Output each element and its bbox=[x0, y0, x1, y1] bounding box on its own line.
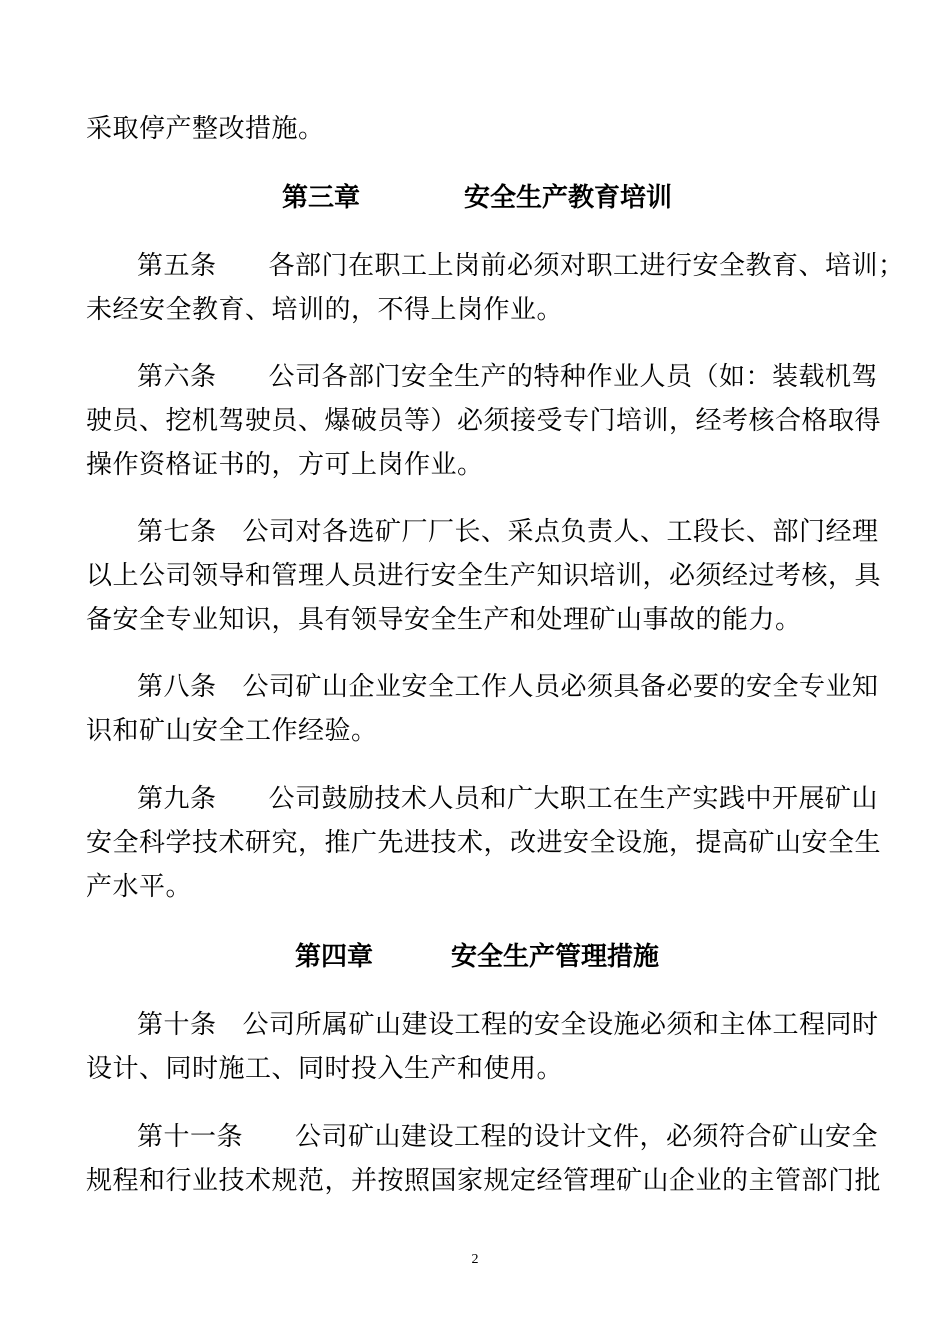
article-text: 公司各部门安全生产的特种作业人员（如：装载机驾 bbox=[268, 362, 879, 392]
article-text: 公司矿山建设工程的设计文件，必须符合矿山安全 bbox=[295, 1122, 879, 1152]
article-line bbox=[137, 1120, 879, 1154]
article-line bbox=[137, 1008, 879, 1042]
article-line bbox=[137, 515, 879, 549]
article-text: 公司所属矿山建设工程的安全设施必须和主体工程同时 bbox=[242, 1010, 879, 1040]
paragraph-line: 驶员、挖机驾驶员、爆破员等）必须接受专门培训，经考核合格取得 bbox=[86, 406, 882, 436]
chapter-number: 第四章 bbox=[295, 942, 374, 972]
article-text: 公司鼓励技术人员和广大职工在生产实践中开展矿山 bbox=[268, 784, 879, 814]
page-number: 2 bbox=[471, 1252, 479, 1267]
paragraph-line: 采取停产整改措施。 bbox=[86, 114, 325, 144]
article-number: 第七条 bbox=[137, 517, 217, 547]
article-text: 公司矿山企业安全工作人员必须具备必要的安全专业知 bbox=[242, 672, 879, 702]
article-line bbox=[137, 782, 879, 816]
paragraph-line: 规程和行业技术规范，并按照国家规定经管理矿山企业的主管部门批 bbox=[86, 1166, 882, 1196]
chapter-title: 安全生产教育培训 bbox=[464, 183, 673, 213]
article-number: 第六条 bbox=[137, 362, 217, 392]
article-number: 第九条 bbox=[137, 784, 217, 814]
paragraph-line: 设计、同时施工、同时投入生产和使用。 bbox=[86, 1054, 564, 1084]
paragraph-line: 备安全专业知识，具有领导安全生产和处理矿山事故的能力。 bbox=[86, 605, 802, 635]
article-number: 第五条 bbox=[137, 251, 217, 281]
paragraph-line: 操作资格证书的，方可上岗作业。 bbox=[86, 450, 484, 480]
article-number: 第八条 bbox=[137, 672, 217, 702]
chapter-title: 安全生产管理措施 bbox=[451, 942, 660, 972]
article-number: 第十一条 bbox=[137, 1122, 244, 1152]
article-line bbox=[137, 670, 879, 704]
chapter-heading bbox=[295, 940, 659, 974]
chapter-number: 第三章 bbox=[282, 183, 361, 213]
article-number: 第十条 bbox=[137, 1010, 217, 1040]
article-line bbox=[137, 360, 879, 394]
article-text: 各部门在职工上岗前必须对职工进行安全教育、培训； bbox=[268, 251, 905, 281]
article-line bbox=[137, 249, 905, 283]
paragraph-line: 产水平。 bbox=[86, 872, 193, 902]
paragraph-line: 安全科学技术研究，推广先进技术，改进安全设施，提高矿山安全生 bbox=[86, 828, 882, 858]
paragraph-line: 未经安全教育、培训的，不得上岗作业。 bbox=[86, 295, 564, 325]
article-text: 公司对各选矿厂厂长、采点负责人、工段长、部门经理 bbox=[242, 517, 879, 547]
paragraph-line: 识和矿山安全工作经验。 bbox=[86, 716, 378, 746]
paragraph-line: 以上公司领导和管理人员进行安全生产知识培训，必须经过考核，具 bbox=[86, 561, 882, 591]
chapter-heading bbox=[282, 181, 672, 215]
